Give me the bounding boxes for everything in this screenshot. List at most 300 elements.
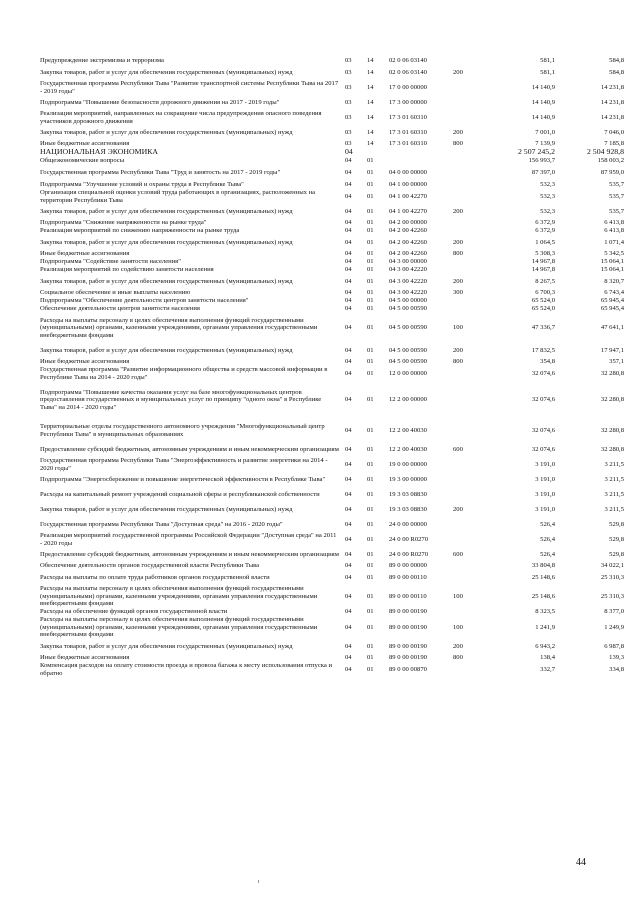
row-name: Расходы на выплаты персоналу в целях обеспечения выполнения функций государственными (муниципальными) органами, казенными учреждениями, органами управления государственными внебюджетными фондами	[40, 585, 318, 608]
section-code: 04	[345, 219, 352, 227]
amount-year-2: 65 945,4	[600, 305, 624, 313]
subsection-code: 01	[367, 324, 374, 332]
table-row	[40, 639, 624, 654]
subsection-code: 01	[367, 562, 374, 570]
section-code: 04	[345, 562, 352, 570]
section-code: 04	[345, 550, 352, 558]
subsection-code: 14	[367, 140, 374, 148]
expense-type-code: 200	[453, 207, 463, 215]
table-row	[40, 570, 624, 585]
row-name: Подпрограмма "Снижение напряженности на рынке труда"	[40, 219, 207, 227]
section-code: 04	[345, 505, 352, 513]
amount-year-1: 65 524,0	[531, 305, 555, 313]
expense-type-code	[453, 457, 487, 472]
target-article-code: 02 0 06 03140	[389, 68, 427, 76]
amount-year-1: 25 148,6	[531, 592, 555, 600]
table-row	[40, 165, 624, 180]
row-name: Компенсация расходов на оплату стоимости проезда и провоза багажа к месту использования отпуска и обратно	[40, 662, 332, 677]
target-article-code: 89 0 00 00190	[389, 623, 427, 631]
target-article-code	[389, 157, 453, 165]
table-row	[40, 457, 624, 472]
target-article-code: 04 1 00 00000	[389, 180, 427, 188]
table-row	[40, 313, 624, 343]
table-row	[40, 274, 624, 289]
row-name: Предупреждение экстремизма и терроризма	[40, 56, 164, 64]
target-article-code: 89 0 00 00190	[389, 608, 427, 616]
amount-year-1: 65 524,0	[531, 297, 555, 305]
subsection-code: 01	[367, 297, 374, 305]
amount-year-2: 529,8	[609, 520, 624, 528]
row-name: Реализация мероприятий по содействию занятости населения	[40, 266, 214, 274]
table-row	[40, 189, 624, 204]
amount-year-1: 3 191,0	[535, 490, 555, 498]
amount-year-1: 17 832,5	[531, 346, 555, 354]
amount-year-2: 3 211,5	[604, 475, 624, 483]
section-code: 04	[345, 665, 352, 673]
table-row	[40, 487, 624, 502]
row-name: Закупка товаров, работ и услуг для обеспечения государственных (муниципальных) нужд	[40, 68, 293, 76]
row-name: Подпрограмма "Повышение безопасности дорожного движения на 2017 - 2019 годы"	[40, 98, 280, 106]
amount-year-1: 6 943,2	[535, 642, 555, 650]
amount-year-2: 6 413,8	[604, 227, 624, 235]
expense-type-code: 200	[453, 346, 463, 354]
target-article-code: 89 0 00 00190	[389, 642, 427, 650]
amount-year-2: 15 064,1	[600, 258, 624, 266]
subsection-code: 01	[367, 520, 374, 528]
row-name: Организация специальной оценки условий труда работающих в организациях, расположенных на территории Республики Тыва	[40, 189, 316, 204]
target-article-code: 24 0 00 R0270	[389, 550, 429, 558]
target-article-code: 19 3 03 08830	[389, 505, 427, 513]
expense-type-code: 300	[453, 289, 463, 297]
amount-year-1: 332,7	[540, 665, 555, 673]
target-article-code: 17 3 01 60310	[389, 113, 427, 121]
target-article-code: 89 0 00 00110	[389, 573, 427, 581]
amount-year-2: 34 022,1	[600, 562, 624, 570]
amount-year-1: 32 074,6	[531, 396, 555, 404]
table-row	[40, 472, 624, 487]
row-name: Реализация мероприятий государственной программы Российской Федерации "Доступная среда" на 2011 - 2020 годы	[40, 532, 337, 547]
amount-year-1: 1 241,9	[535, 623, 555, 631]
row-name: Обеспечение деятельности органов государственной власти Республики Тыва	[40, 562, 260, 570]
expense-type-code: 600	[453, 550, 463, 558]
table-row	[40, 157, 624, 165]
target-article-code: 04 3 00 00000	[389, 258, 427, 266]
amount-year-1: 7 001,0	[535, 128, 555, 136]
amount-year-1: 138,4	[540, 654, 555, 662]
section-code: 04	[345, 157, 352, 165]
scan-mark	[258, 880, 259, 883]
row-name: НАЦИОНАЛЬНАЯ ЭКОНОМИКА	[40, 147, 159, 157]
expense-type-code	[453, 662, 487, 677]
subsection-code: 14	[367, 68, 374, 76]
subsection-code: 01	[367, 505, 374, 513]
expense-type-code	[453, 56, 487, 65]
row-name: Подпрограмма "Повышение качества оказания услуг на базе многофункциональных центров предоставления государственных и муниципальных услуг по принципу "одного окна" в Республике Тыва" на 2014 - 2020 годы"	[40, 388, 322, 411]
amount-year-1: 33 804,8	[531, 562, 555, 570]
amount-year-2: 158 003,2	[597, 157, 624, 165]
subsection-code: 01	[367, 266, 374, 274]
amount-year-1: 8 267,5	[535, 277, 555, 285]
section-code: 04	[345, 592, 352, 600]
subsection-code: 01	[367, 490, 374, 498]
section-code: 04	[345, 250, 352, 258]
target-article-code: 04 2 00 42260	[389, 250, 427, 258]
subsection-code: 14	[367, 98, 374, 106]
section-code: 04	[345, 573, 352, 581]
row-name: Закупка товаров, работ и услуг для обеспечения государственных (муниципальных) нужд	[40, 346, 293, 354]
section-code: 03	[345, 98, 352, 106]
table-row	[40, 358, 624, 366]
target-article-code: 04 3 00 42220	[389, 277, 427, 285]
section-code: 04	[345, 475, 352, 483]
section-code: 04	[345, 608, 352, 616]
section-code: 04	[345, 192, 352, 200]
row-name: Реализация мероприятий, направленных на сокращение числа предупреждения опасного поведения участников дорожного движения	[40, 110, 322, 125]
row-name: Реализация мероприятий по снижению напряженности на рынке труда	[40, 227, 240, 235]
amount-year-1: 87 397,0	[531, 168, 555, 176]
section-code: 04	[345, 396, 352, 404]
amount-year-2: 535,7	[609, 180, 624, 188]
expense-type-code: 800	[453, 358, 463, 366]
section-code: 04	[345, 180, 352, 188]
expense-type-code	[453, 570, 487, 585]
amount-year-2: 584,8	[609, 56, 624, 64]
amount-year-1: 526,4	[540, 550, 555, 558]
table-row	[40, 381, 624, 419]
subsection-code: 01	[367, 192, 374, 200]
table-row	[40, 547, 624, 562]
expense-type-code: 200	[453, 505, 463, 513]
amount-year-1: 47 336,7	[531, 324, 555, 332]
target-article-code: 04 0 00 00000	[389, 168, 427, 176]
section-code: 04	[345, 445, 352, 453]
amount-year-1: 526,4	[540, 535, 555, 543]
target-article-code: 19 3 00 00000	[389, 475, 427, 483]
amount-year-1: 3 191,0	[535, 475, 555, 483]
expense-type-code	[453, 487, 487, 502]
amount-year-2: 65 945,4	[600, 297, 624, 305]
amount-year-2: 17 947,1	[600, 346, 624, 354]
subsection-code: 01	[367, 623, 374, 631]
table-row	[40, 654, 624, 662]
table-row	[40, 204, 624, 219]
target-article-code: 04 5 00 00590	[389, 346, 427, 354]
expense-type-code	[453, 472, 487, 487]
expense-type-code	[453, 157, 487, 165]
amount-year-2: 584,8	[609, 68, 624, 76]
table-row	[40, 502, 624, 517]
row-name: Расходы на выплаты персоналу в целях обеспечения выполнения функций государственными (муниципальными) органами, казенными учреждениями, органами управления государственными внебюджетными фондами	[40, 316, 318, 339]
amount-year-2: 1 071,4	[604, 238, 624, 246]
target-article-code: 12 2 00 40030	[389, 445, 427, 453]
section-code: 04	[345, 297, 352, 305]
amount-year-1: 32 074,6	[531, 369, 555, 377]
row-name: Закупка товаров, работ и услуг для обеспечения государственных (муниципальных) нужд	[40, 642, 293, 650]
row-name: Иные бюджетные ассигнования	[40, 358, 130, 366]
amount-year-1: 532,3	[540, 192, 555, 200]
amount-year-1: 1 064,5	[535, 238, 555, 246]
table-row	[40, 95, 624, 110]
row-name: Государственная программа "Развитие информационного общества и средств массовой информации в Республике Тыва на 2014 - 2020 годы"	[40, 366, 328, 381]
table-row	[40, 250, 624, 258]
target-article-code: 04 1 00 42270	[389, 192, 427, 200]
amount-year-2: 5 342,5	[604, 250, 624, 258]
section-code: 04	[345, 490, 352, 498]
target-article-code: 04 3 00 42220	[389, 289, 427, 297]
section-code: 04	[345, 358, 352, 366]
target-article-code: 12 2 00 40030	[389, 426, 427, 434]
expense-type-code: 800	[453, 250, 463, 258]
table-row	[40, 608, 624, 616]
section-code: 04	[345, 535, 352, 543]
amount-year-1: 532,3	[540, 180, 555, 188]
subsection-code: 01	[367, 426, 374, 434]
table-row	[40, 585, 624, 608]
table-row	[40, 80, 624, 95]
subsection-code: 01	[367, 535, 374, 543]
section-code: 03	[345, 128, 352, 136]
amount-year-1: 14 140,9	[531, 83, 555, 91]
subsection-code: 01	[367, 305, 374, 313]
table-row	[40, 180, 624, 189]
section-code: 04	[345, 460, 352, 468]
table-row	[40, 110, 624, 125]
row-name: Социальное обеспечение и иные выплаты населению	[40, 289, 191, 297]
row-name: Иные бюджетные ассигнования	[40, 250, 130, 258]
subsection-code: 01	[367, 346, 374, 354]
budget-table	[40, 56, 624, 677]
row-name: Подпрограмма "Энергосбережение и повышение энергетической эффективности в Республике Тыва"	[40, 475, 326, 483]
table-row	[40, 366, 624, 381]
amount-year-2: 14 231,8	[600, 83, 624, 91]
row-name: Предоставление субсидий бюджетным, автономным учреждениям и иным некоммерческим организациям	[40, 550, 339, 558]
amount-year-2: 3 211,5	[604, 460, 624, 468]
amount-year-1: 6 700,3	[535, 289, 555, 297]
expense-type-code: 200	[453, 238, 463, 246]
table-row	[40, 305, 624, 313]
amount-year-1: 14 967,8	[531, 266, 555, 274]
table-row	[40, 219, 624, 227]
target-article-code: 19 0 00 00000	[389, 460, 427, 468]
table-row	[40, 419, 624, 442]
amount-year-2: 334,8	[609, 665, 624, 673]
subsection-code: 01	[367, 608, 374, 616]
target-article-code: 89 0 00 00000	[389, 562, 427, 570]
expense-type-code	[453, 258, 487, 266]
table-row	[40, 616, 624, 639]
amount-year-1: 526,4	[540, 520, 555, 528]
amount-year-1: 3 191,0	[535, 505, 555, 513]
subsection-code: 14	[367, 128, 374, 136]
amount-year-2: 32 280,8	[600, 369, 624, 377]
section-code: 03	[345, 113, 352, 121]
amount-year-2: 87 959,0	[600, 168, 624, 176]
row-name: Подпрограмма "Улучшение условий и охраны труда в Республике Тыва"	[40, 180, 244, 188]
target-article-code: 17 3 00 00000	[389, 98, 427, 106]
section-code: 04	[345, 426, 352, 434]
target-article-code: 89 0 00 00870	[389, 665, 427, 673]
expense-type-code: 100	[453, 324, 463, 332]
row-name: Расходы на выплаты по оплате труда работников органов государственной власти	[40, 573, 270, 581]
table-row	[40, 289, 624, 297]
amount-year-1: 25 148,6	[531, 573, 555, 581]
amount-year-1: 32 074,6	[531, 445, 555, 453]
section-code: 04	[345, 227, 352, 235]
expense-type-code: 800	[453, 654, 463, 662]
section-code: 04	[345, 305, 352, 313]
subsection-code: 01	[367, 475, 374, 483]
subsection-code: 01	[367, 358, 374, 366]
table-row	[40, 227, 624, 235]
amount-year-2: 535,7	[609, 207, 624, 215]
subsection-code: 14	[367, 56, 374, 64]
row-name: Подпрограмма "Содействие занятости населения"	[40, 258, 181, 266]
subsection-code: 01	[367, 250, 374, 258]
subsection-code: 01	[367, 207, 374, 215]
expense-type-code: 600	[453, 445, 463, 453]
amount-year-1: 14 140,9	[531, 98, 555, 106]
expense-type-code: 200	[453, 277, 463, 285]
target-article-code: 17 3 01 60310	[389, 140, 427, 148]
row-name: Расходы на капитальный ремонт учреждений социальной сферы и республиканской собственности	[40, 490, 320, 498]
subsection-code: 01	[367, 219, 374, 227]
amount-year-2: 535,7	[609, 192, 624, 200]
subsection-code: 01	[367, 258, 374, 266]
expense-type-code	[453, 305, 487, 313]
row-name: Закупка товаров, работ и услуг для обеспечения государственных (муниципальных) нужд	[40, 128, 293, 136]
expense-type-code	[453, 419, 487, 442]
amount-year-2: 47 641,1	[600, 324, 624, 332]
section-code: 04	[345, 266, 352, 274]
subsection-code: 01	[367, 289, 374, 297]
subsection-code: 01	[367, 227, 374, 235]
section-code: 04	[345, 207, 352, 215]
section-code: 04	[345, 324, 352, 332]
expense-type-code: 200	[453, 128, 463, 136]
table-row	[40, 442, 624, 457]
target-article-code: 24 0 00 00000	[389, 520, 427, 528]
section-code: 04	[345, 642, 352, 650]
section-code: 04	[345, 346, 352, 354]
expense-type-code	[453, 266, 487, 274]
target-article-code: 04 1 00 42270	[389, 207, 427, 215]
target-article-code: 17 0 00 00000	[389, 83, 427, 91]
section-code: 03	[345, 68, 352, 76]
amount-year-2: 1 249,9	[604, 623, 624, 631]
amount-year-2: 3 211,5	[604, 490, 624, 498]
amount-year-2: 8 320,7	[604, 277, 624, 285]
amount-year-1: 3 191,0	[535, 460, 555, 468]
amount-year-2: 6 987,8	[604, 642, 624, 650]
amount-year-2: 14 231,8	[600, 98, 624, 106]
amount-year-1: 6 372,9	[535, 219, 555, 227]
expense-type-code	[453, 95, 487, 110]
row-name: Государственная программа Республики Тыва "Доступная среда" на 2016 - 2020 годы"	[40, 520, 283, 528]
amount-year-2: 529,8	[609, 535, 624, 543]
table-row	[40, 148, 624, 157]
table-row	[40, 517, 624, 532]
amount-year-2: 357,1	[609, 358, 624, 366]
subsection-code	[367, 148, 389, 157]
table-row	[40, 266, 624, 274]
subsection-code: 01	[367, 654, 374, 662]
section-code: 04	[345, 277, 352, 285]
target-article-code: 04 5 00 00590	[389, 324, 427, 332]
row-name: Закупка товаров, работ и услуг для обеспечения государственных (муниципальных) нужд	[40, 505, 293, 513]
amount-year-2: 25 310,3	[600, 592, 624, 600]
amount-year-1: 14 140,9	[531, 113, 555, 121]
table-row	[40, 258, 624, 266]
amount-year-2: 6 743,4	[604, 289, 624, 297]
expense-type-code	[453, 219, 487, 227]
table-row	[40, 562, 624, 570]
amount-year-2: 32 280,8	[600, 396, 624, 404]
amount-year-1: 5 308,3	[535, 250, 555, 258]
expense-type-code	[453, 381, 487, 419]
amount-year-1: 6 372,9	[535, 227, 555, 235]
row-name: Расходы на обеспечение функций органов государственной власти	[40, 608, 228, 616]
subsection-code: 14	[367, 83, 374, 91]
target-article-code: 24 0 00 R0270	[389, 535, 429, 543]
expense-type-code	[453, 148, 487, 157]
subsection-code: 01	[367, 238, 374, 246]
target-article-code: 04 5 00 00590	[389, 358, 427, 366]
row-name: Обеспечение деятельности центров занятости населения	[40, 305, 200, 313]
table-row	[40, 125, 624, 140]
expense-type-code	[453, 608, 487, 616]
amount-year-2: 8 377,0	[604, 608, 624, 616]
target-article-code: 89 0 00 00190	[389, 654, 427, 662]
amount-year-2: 14 231,8	[600, 113, 624, 121]
expense-type-code	[453, 180, 487, 189]
row-name: Расходы на выплаты персоналу в целях обеспечения выполнения функций государственными (муниципальными) органами, казенными учреждениями, органами управления государственными внебюджетными фондами	[40, 616, 318, 639]
table-body	[40, 56, 624, 677]
row-name: Закупка товаров, работ и услуг для обеспечения государственных (муниципальных) нужд	[40, 207, 293, 215]
amount-year-2: 2 504 928,8	[586, 147, 624, 157]
row-name: Закупка товаров, работ и услуг для обеспечения государственных (муниципальных) нужд	[40, 238, 293, 246]
amount-year-2: 15 064,1	[600, 266, 624, 274]
target-article-code: 04 3 00 42220	[389, 266, 427, 274]
amount-year-1: 32 074,6	[531, 426, 555, 434]
expense-type-code: 200	[453, 68, 463, 76]
section-code: 04	[345, 654, 352, 662]
section-code: 03	[345, 140, 352, 148]
row-name: Общеэкономические вопросы	[40, 157, 125, 165]
expense-type-code	[453, 366, 487, 381]
amount-year-1: 156 993,7	[528, 157, 555, 165]
amount-year-1: 354,8	[540, 358, 555, 366]
target-article-code: 04 2 00 42260	[389, 227, 427, 235]
row-name: Государственная программа Республики Тыва "Развитие транспортной системы Республики Тыва на 2017 - 2019 годы"	[40, 80, 339, 95]
row-name: Территориальные отделы государственного автономного учреждения "Многофункциональный центр Республики Тыва" в муниципальных образованиях	[40, 423, 325, 438]
subsection-code: 01	[367, 592, 374, 600]
amount-year-2: 139,3	[609, 654, 624, 662]
expense-type-code	[453, 189, 487, 204]
amount-year-1: 2 507 245,2	[517, 147, 555, 157]
amount-year-1: 581,1	[540, 56, 555, 64]
expense-type-code: 200	[453, 642, 463, 650]
amount-year-2: 3 211,5	[604, 505, 624, 513]
table-row	[40, 56, 624, 65]
section-code: 04	[345, 147, 353, 157]
amount-year-1: 532,3	[540, 207, 555, 215]
section-code: 04	[345, 168, 352, 176]
table-row	[40, 532, 624, 547]
target-article-code: 02 0 06 03140	[389, 56, 427, 64]
expense-type-code	[453, 562, 487, 570]
table-row	[40, 297, 624, 305]
row-name: Государственная программа Республики Тыва "Энергоэффективность и развитие энергетики на 2014 - 2020 годы"	[40, 457, 328, 472]
